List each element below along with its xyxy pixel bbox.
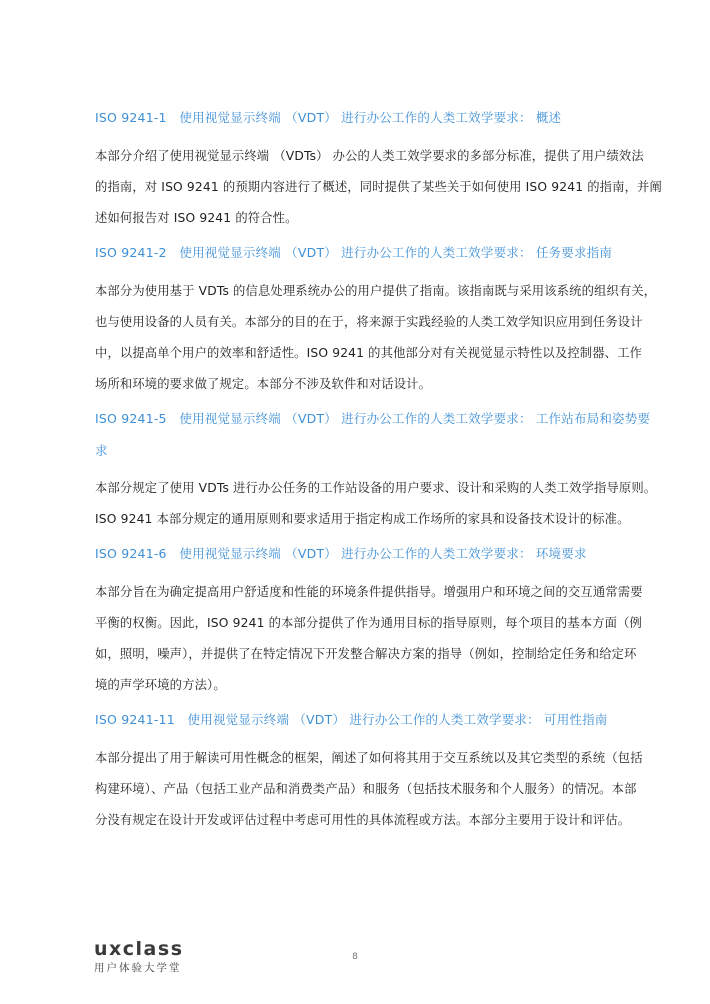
logo-wordmark: uxclass [94,938,184,960]
body-line: 平衡的权衡。因此，ISO 9241 的本部分提供了作为通用目标的指导原则，每个项目的基本方面（例 [95,616,643,630]
body-line: 构建环境）、产品（包括工业产品和消费类产品）和服务（包括技术服务和个人服务）的情况。本部 [95,782,637,796]
section-title-9241-1: ISO 9241-1 使用视觉显示终端 （VDT） 进行办公工作的人类工效学要求： 概述 [95,110,562,125]
body-line: 分没有规定在设计开发或评估过程中考虑可用性的具体流程或方法。本部分主要用于设计和评估。 [95,813,631,827]
body-line: 如，照明，噪声），并提供了在特定情况下开发整合解决方案的指导（例如，控制给定任务和给定环 [95,647,637,661]
section-title-9241-6: ISO 9241-6 使用视觉显示终端 （VDT） 进行办公工作的人类工效学要求： 环境要求 [95,546,587,561]
section-title-line: ISO 9241-5 使用视觉显示终端 （VDT） 进行办公工作的人类工效学要求： 工作站布局和姿势要 [95,411,651,426]
body-line: ISO 9241 本部分规定的通用原则和要求适用于指定构成工作场所的家具和设备技术设计的标准。 [95,512,630,526]
section-body-9241-6 [95,577,643,701]
body-line: 本部分旨在为确定提高用户舒适度和性能的环境条件提供指导。增强用户和环境之间的交互通常需要 [95,585,643,599]
body-line: 本部分规定了使用 VDTs 进行办公任务的工作站设备的用户要求、设计和采购的人类工效学指导原则。 [95,481,657,495]
section-body-9241-5 [95,473,657,535]
body-line: 本部分提出了用于解读可用性概念的框架，阐述了如何将其用于交互系统以及其它类型的系统（包括 [95,751,643,765]
section-body-9241-11 [95,743,643,836]
body-line: 本部分介绍了使用视觉显示终端 （VDTs） 办公的人类工效学要求的多部分标准，提供了用户绩效法 [95,149,644,163]
section-body-9241-2 [95,276,657,400]
body-line: 述如何报告对 ISO 9241 的符合性。 [95,211,298,225]
body-line: 场所和环境的要求做了规定。本部分不涉及软件和对话设计。 [95,377,432,391]
logo-subtitle: 用户体验大学堂 [94,962,182,974]
section-title-9241-11: ISO 9241-11 使用视觉显示终端 （VDT） 进行办公工作的人类工效学要求： 可用性指南 [95,712,608,727]
section-body-9241-1 [95,141,662,234]
body-line: 中，以提高单个用户的效率和舒适性。ISO 9241 的其他部分对有关视觉显示特性以及控制器、工作 [95,346,643,360]
body-line: 也与使用设备的人员有关。本部分的目的在于，将来源于实践经验的人类工效学知识应用到任务设计 [95,315,643,329]
body-line: 本部分为使用基于 VDTs 的信息处理系统办公的用户提供了指南。该指南既与采用该系统的组织有关， [95,284,657,298]
body-line: 境的声学环境的方法）。 [95,678,226,692]
uxclass-logo [94,938,184,976]
body-line: 的指南，对 ISO 9241 的预期内容进行了概述，同时提供了某些关于如何使用 ISO 9241 的指南，并阐 [95,180,662,194]
section-title-9241-5 [95,403,651,467]
section-title-line: 求 [95,443,108,458]
section-title-9241-2: ISO 9241-2 使用视觉显示终端 （VDT） 进行办公工作的人类工效学要求： 任务要求指南 [95,245,613,260]
page-number: 8 [352,952,358,962]
